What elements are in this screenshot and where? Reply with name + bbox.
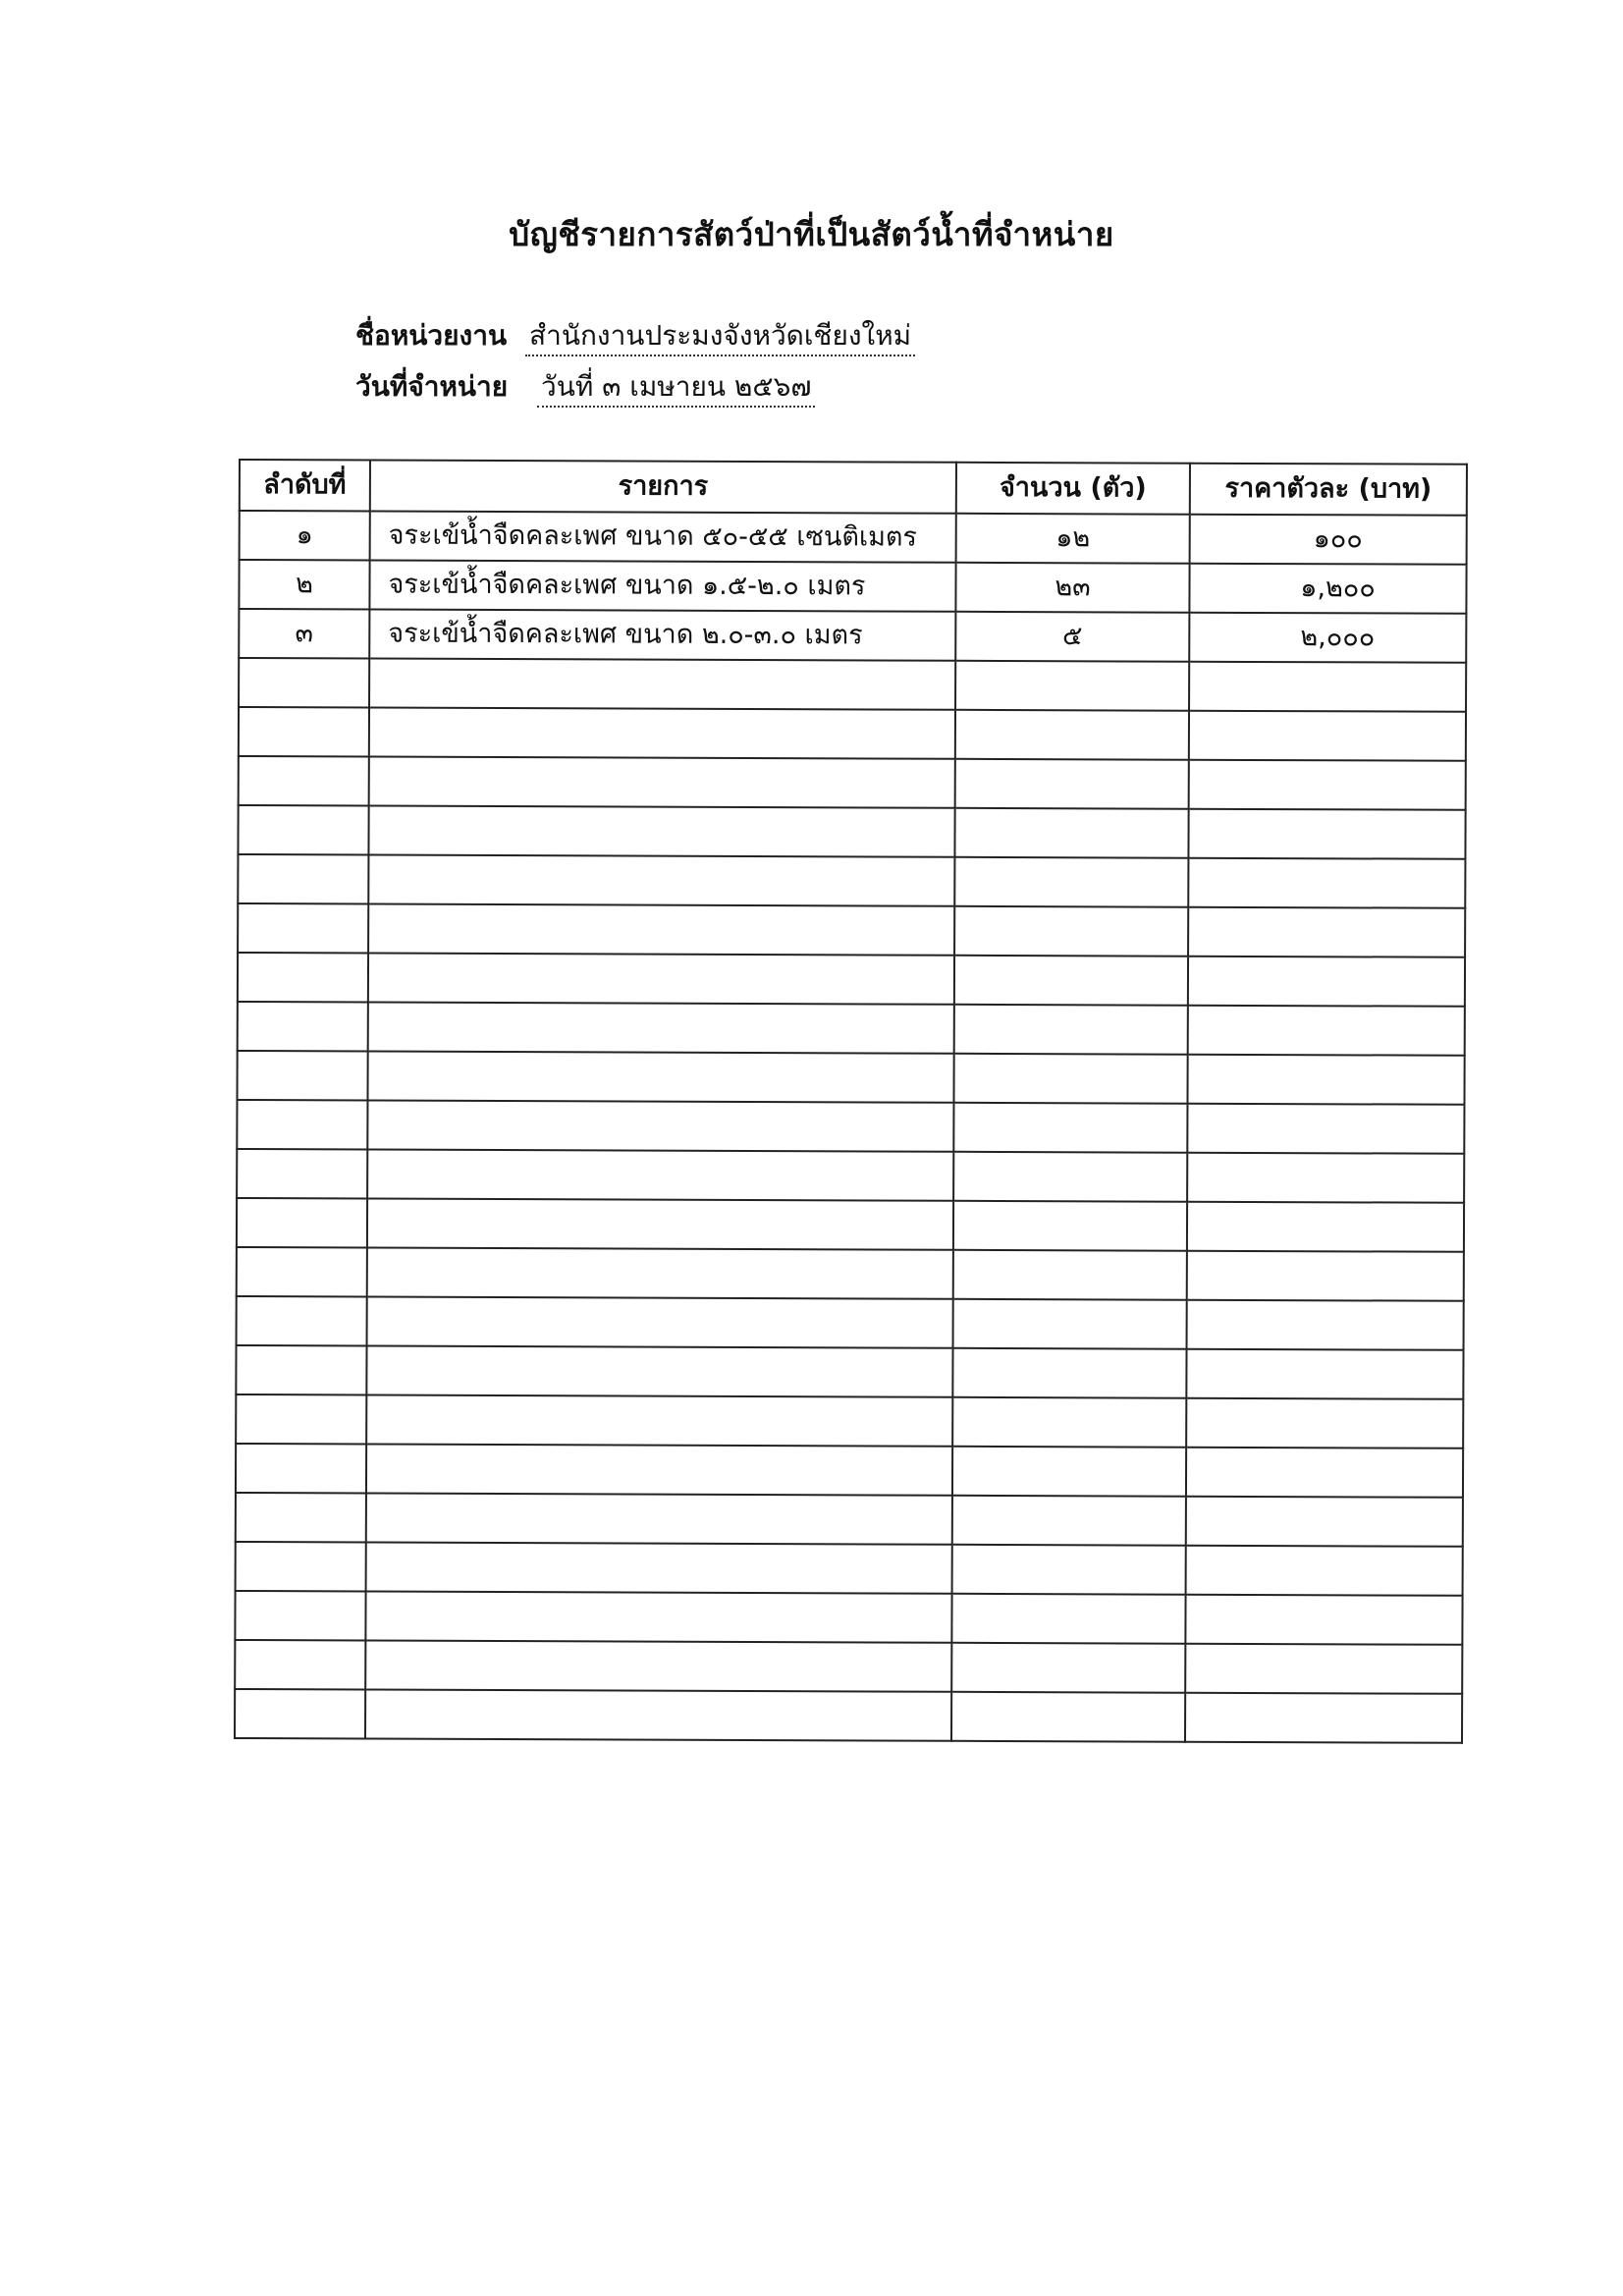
cell-no [237,1296,367,1346]
empty-table-row [238,903,1465,957]
date-row [355,365,815,409]
cell-item [369,708,955,759]
cell-no [238,1002,368,1052]
cell-price [1187,1202,1464,1252]
cell-price [1188,907,1465,957]
disposal-table [234,459,1468,1744]
cell-qty [953,1054,1187,1104]
empty-table-row [236,1394,1463,1449]
cell-item [368,954,954,1005]
cell-price [1186,1546,1463,1596]
table-row [240,511,1467,565]
empty-table-row [237,1247,1464,1301]
cell-no [238,854,368,904]
cell-item [368,1003,954,1054]
cell-no [238,805,368,855]
empty-table-row [237,1051,1464,1105]
cell-no [239,756,369,806]
cell-item [366,1494,952,1545]
header-qty: จำนวน (ตัว) [956,463,1190,515]
cell-qty [954,808,1188,858]
cell-qty [954,956,1188,1006]
empty-table-row [239,707,1466,761]
cell-no [238,953,368,1003]
cell-item [365,1592,951,1643]
empty-table-row [238,953,1465,1007]
cell-no: ๑ [240,511,370,561]
cell-qty [953,1250,1187,1300]
cell-price [1187,1153,1464,1203]
cell-item [367,1297,953,1348]
table-header-row [240,460,1467,516]
cell-no [237,1247,367,1297]
empty-table-row [238,854,1465,908]
empty-table-row [237,1198,1464,1252]
cell-qty [952,1496,1186,1546]
cell-price [1188,957,1465,1007]
cell-no: ๓ [239,609,369,659]
agency-row [355,314,915,357]
cell-price: ๑,๒๐๐ [1189,564,1466,614]
cell-price [1186,1349,1463,1399]
cell-qty [952,1348,1186,1398]
empty-table-row [236,1345,1463,1399]
cell-no [239,658,369,708]
empty-table-row [238,1002,1465,1056]
cell-no [236,1493,366,1543]
cell-qty [953,1152,1187,1202]
cell-item [369,659,955,710]
cell-price [1185,1595,1462,1645]
cell-no [237,1051,367,1101]
cell-no [235,1689,365,1739]
cell-item: จระเข้น้ำจืดคละเพศ ขนาด ๒.๐-๓.๐ เมตร [369,610,955,661]
empty-table-row [238,805,1465,859]
cell-price [1189,760,1466,810]
empty-table-row [239,658,1466,712]
cell-qty [953,1103,1187,1153]
cell-price: ๒,๐๐๐ [1189,613,1466,663]
cell-no [236,1345,366,1395]
cell-qty: ๑๒ [956,514,1190,564]
cell-price [1186,1497,1463,1547]
table-row [239,560,1466,614]
cell-qty [954,857,1188,907]
document-title: บัญชีรายการสัตว์ป่าที่เป็นสัตว์น้ำที่จำหน่าย [509,215,1114,253]
empty-table-row [237,1296,1464,1350]
agency-label: ชื่อหน่วยงาน [355,319,508,352]
cell-item: จระเข้น้ำจืดคละเพศ ขนาด ๑.๕-๒.๐ เมตร [369,561,955,612]
cell-no [237,1149,367,1199]
cell-price [1187,1055,1464,1105]
cell-no [236,1394,366,1445]
cell-no [237,1100,367,1150]
cell-item [367,1101,953,1152]
cell-qty [955,759,1189,809]
empty-table-row [235,1640,1462,1694]
cell-no [239,707,369,757]
cell-qty [952,1545,1186,1595]
cell-qty [953,1299,1187,1349]
cell-qty [952,1397,1186,1448]
cell-price [1189,662,1466,712]
cell-item [367,1150,953,1201]
agency-value: สำนักงานประมงจังหวัดเชียงใหม่ [525,319,915,356]
cell-item [367,1199,953,1250]
cell-item [369,757,955,808]
empty-table-row [237,1149,1464,1203]
date-value: วันที่ ๓ เมษายน ๒๕๖๗ [537,370,815,408]
cell-item [365,1690,951,1741]
cell-price [1187,1251,1464,1301]
cell-qty [951,1643,1185,1693]
cell-price [1185,1693,1462,1743]
cell-qty [951,1594,1185,1644]
cell-no: ๒ [239,560,369,610]
table-row [239,609,1466,663]
date-label: วันที่จำหน่าย [355,370,509,403]
cell-item [366,1445,952,1496]
empty-table-row [237,1100,1464,1154]
header-price: ราคาตัวละ (บาท) [1190,464,1467,516]
cell-item [367,1052,953,1103]
cell-price [1185,1644,1462,1694]
empty-table-row [236,1493,1463,1547]
cell-item [366,1543,952,1594]
cell-item [366,1346,952,1397]
header-no: ลำดับที่ [240,460,370,512]
cell-item [368,904,954,956]
cell-price [1186,1448,1463,1498]
cell-no [235,1591,365,1641]
cell-no [236,1444,366,1494]
cell-price [1186,1398,1463,1449]
cell-price [1187,1300,1464,1350]
cell-price [1187,1104,1464,1154]
cell-item: จระเข้น้ำจืดคละเพศ ขนาด ๕๐-๕๕ เซนติเมตร [370,512,956,563]
cell-price [1188,858,1465,908]
cell-price: ๑๐๐ [1190,515,1467,565]
cell-qty [951,1692,1185,1742]
cell-no [238,903,368,954]
cell-qty [952,1447,1186,1497]
table-body [235,511,1467,1743]
cell-no [235,1640,365,1690]
cell-item [366,1395,952,1447]
empty-table-row [239,756,1466,810]
empty-table-row [235,1689,1462,1743]
cell-qty: ๕ [955,612,1189,662]
cell-qty [954,906,1188,957]
cell-no [237,1198,367,1248]
cell-qty [954,1005,1188,1055]
empty-table-row [236,1542,1463,1596]
cell-qty [955,710,1189,760]
cell-no [236,1542,366,1592]
cell-qty [955,661,1189,711]
cell-qty [953,1201,1187,1251]
header-item: รายการ [370,461,956,514]
empty-table-row [235,1591,1462,1645]
cell-price [1188,1006,1465,1056]
cell-item [368,855,954,906]
cell-price [1188,809,1465,859]
cell-price [1189,711,1466,761]
empty-table-row [236,1444,1463,1498]
cell-item [367,1248,953,1299]
cell-item [365,1641,951,1692]
cell-item [368,806,954,857]
cell-qty: ๒๓ [955,563,1189,613]
